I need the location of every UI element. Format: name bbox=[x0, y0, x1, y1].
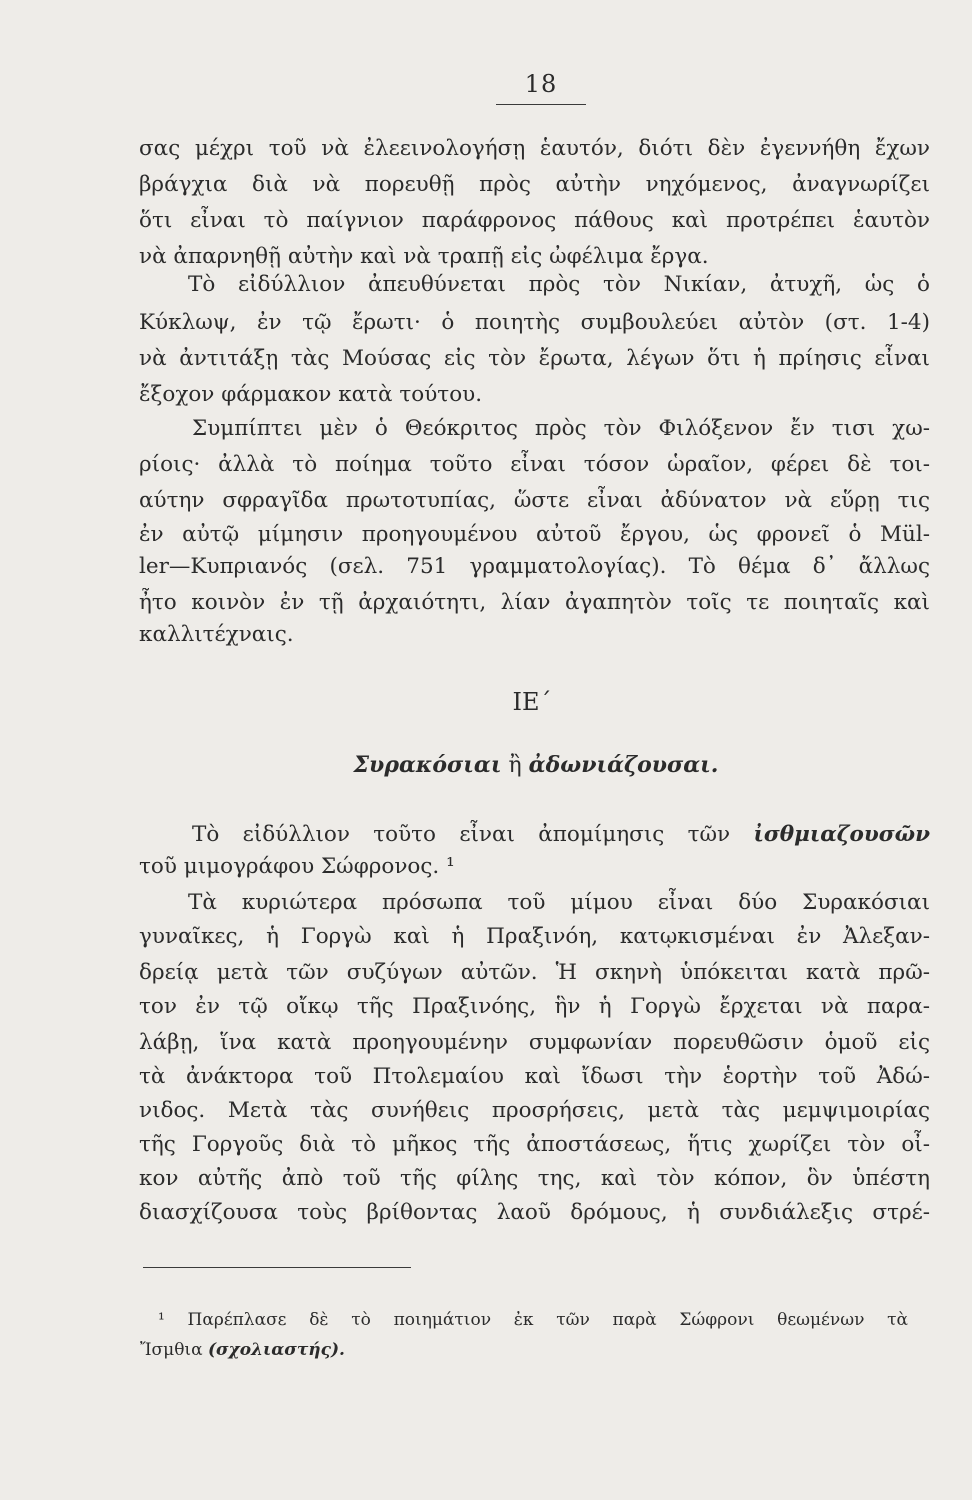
text-line: τῆς Γοργοῦς διὰ τὸ μῆκος τῆς ἀποστάσεως, ἥτις χωρίζει τὸν οἶ- bbox=[139, 1132, 930, 1157]
footnote-source: (σχολιαστής). bbox=[207, 1340, 345, 1360]
text-line: κον αὐτῆς ἀπὸ τοῦ τῆς φίλης της, καὶ τὸν κόπον, ὃν ὑπέστη bbox=[139, 1166, 930, 1191]
footnote-line bbox=[140, 1338, 890, 1362]
text-line: νὰ ἀπαρνηθῇ αὐτὴν καὶ νὰ τραπῇ εἰς ὠφέλιμα ἔργα. bbox=[139, 244, 709, 269]
section-numeral: ΙΕ΄ bbox=[512, 688, 552, 716]
text-line: ler—Κυπριανός (σελ. 751 γραμματολογίας). Τὸ θέμα δ᾽ ἄλλως bbox=[139, 554, 930, 579]
text-line: καλλιτέχναις. bbox=[139, 622, 294, 647]
text-line: ἔξοχον φάρμακον κατὰ τούτου. bbox=[139, 382, 483, 407]
emphasized-word: ἰσθμιαζουσῶν bbox=[753, 822, 930, 847]
text-line: διασχίζουσα τοὺς βρίθοντας λαοῦ δρόμους, ἡ συνδιάλεξις στρέ- bbox=[139, 1200, 930, 1225]
text-line: ἐν αὐτῷ μίμησιν προηγουμένου αὐτοῦ ἔργου, ὡς φρονεῖ ὁ Mül- bbox=[139, 522, 930, 547]
text-line: δρείᾳ μετὰ τῶν συζύγων αὐτῶν. Ἡ σκηνὴ ὑπόκειται κατὰ πρῶ- bbox=[139, 960, 930, 985]
text-line: αύτην σφραγῖδα πρωτοτυπίας, ὥστε εἶναι ἀδύνατον νὰ εὕρῃ τις bbox=[139, 488, 930, 513]
text-line: τον ἐν τῷ οἴκῳ τῆς Πραξινόης, ἣν ἡ Γοργὼ ἔρχεται νὰ παρα- bbox=[139, 994, 930, 1019]
text-line: ρίοις· ἀλλὰ τὸ ποίημα τοῦτο εἶναι τόσον ὡραῖον, φέρει δὲ τοι- bbox=[139, 452, 930, 477]
footnote-text: Ἴσμθια bbox=[140, 1340, 208, 1360]
footnote-line: ¹ Παρέπλασε δὲ τὸ ποιημάτιον ἐκ τῶν παρὰ Σώφρονι θεωμένων τὰ bbox=[158, 1310, 908, 1330]
text-segment: Τὸ εἰδύλλιον τοῦτο εἶναι ἀπομίμησις τῶν bbox=[192, 822, 754, 847]
text-line: τοῦ μιμογράφου Σώφρονος. ¹ bbox=[139, 854, 455, 879]
text-line: τὰ ἀνάκτορα τοῦ Πτολεμαίου καὶ ἴδωσι τὴν ἑορτὴν τοῦ Ἀδώ- bbox=[139, 1064, 930, 1089]
section-title-part1: Συρακόσιαι bbox=[353, 752, 502, 778]
text-line: ὅτι εἶναι τὸ παίγνιον παράφρονος πάθους καὶ προτρέπει ἑαυτὸν bbox=[139, 208, 930, 233]
text-line: γυναῖκες, ἡ Γοργὼ καὶ ἡ Πραξινόη, κατῳκισμέναι ἐν Ἀλεξαν- bbox=[139, 924, 930, 949]
text-line: ἦτο κοινὸν ἐν τῇ ἀρχαιότητι, λίαν ἀγαπητὸν τοῖς τε ποιηταῖς καὶ bbox=[139, 590, 930, 615]
text-line: Τὸ εἰδύλλιον ἀπευθύνεται πρὸς τὸν Νικίαν, ἀτυχῆ, ὡς ὁ bbox=[188, 272, 930, 297]
text-line: Συμπίπτει μὲν ὁ Θεόκριτος πρὸς τὸν Φιλόξενον ἔν τισι χω- bbox=[192, 416, 930, 441]
text-line: νιδος. Μετὰ τὰς συνήθεις προσρήσεις, μετὰ τὰς μεμψιμοιρίας bbox=[139, 1098, 930, 1123]
section-title-connector: ἢ bbox=[501, 753, 529, 778]
text-line: βράγχια διὰ νὰ πορευθῇ πρὸς αὐτὴν νηχόμενος, ἀναγνωρίζει bbox=[139, 172, 930, 197]
text-line: Κύκλωψ, ἐν τῷ ἔρωτι· ὁ ποιητὴς συμβουλεύει αὐτὸν (στ. 1-4) bbox=[139, 310, 930, 335]
footnote-divider bbox=[143, 1267, 411, 1268]
text-line: Τὰ κυριώτερα πρόσωπα τοῦ μίμου εἶναι δύο Συρακόσιαι bbox=[188, 890, 930, 915]
text-line: σας μέχρι τοῦ νὰ ἐλεεινολογήσῃ ἑαυτόν, διότι δὲν ἐγεννήθη ἔχων bbox=[139, 136, 930, 161]
text-line: νὰ ἀντιτάξῃ τὰς Μούσας εἰς τὸν ἔρωτα, λέγων ὅτι ἡ πρίησις εἶναι bbox=[139, 346, 930, 371]
text-line bbox=[192, 820, 930, 850]
text-line: λάβῃ, ἵνα κατὰ προηγουμένην συμφωνίαν πορευθῶσιν ὁμοῦ εἰς bbox=[139, 1030, 930, 1055]
section-title-part2: ἀδωνιάζουσαι. bbox=[528, 752, 719, 778]
section-title bbox=[0, 752, 972, 778]
page-number: 18 bbox=[496, 70, 586, 105]
